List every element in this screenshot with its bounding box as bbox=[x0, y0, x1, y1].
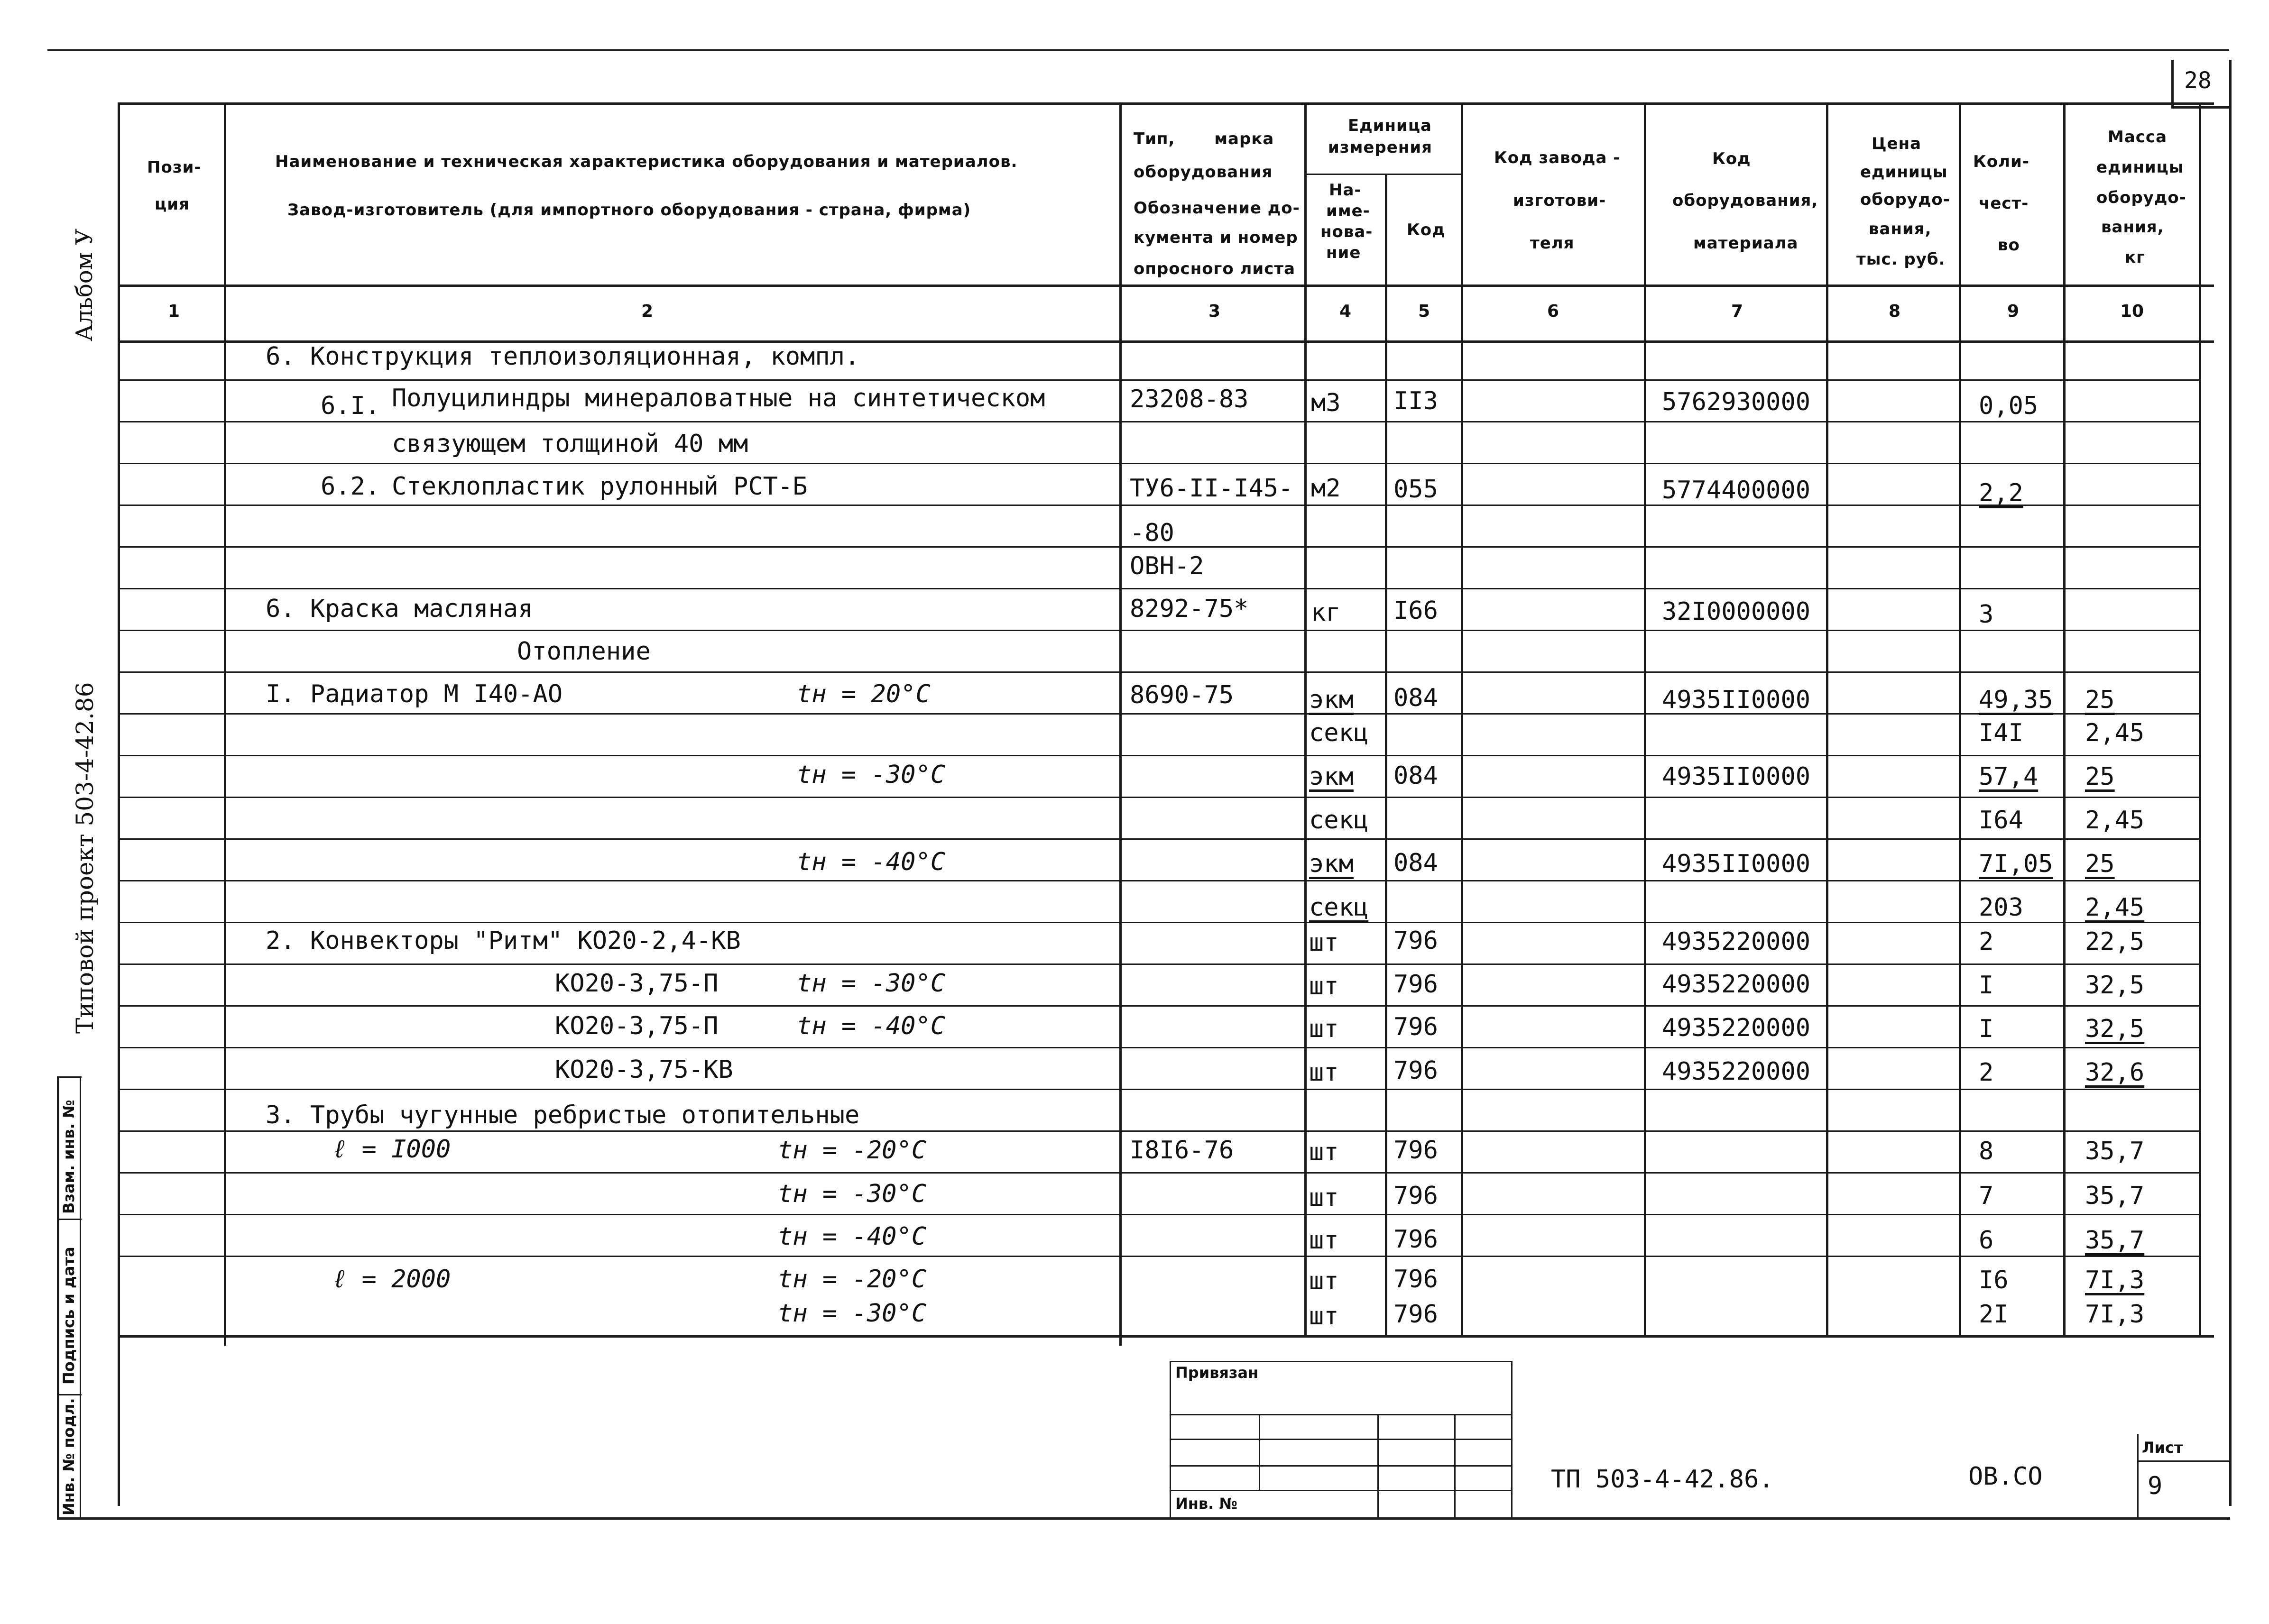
row23-unit: шт bbox=[1309, 1302, 1339, 1330]
row21-unit: шт bbox=[1309, 1226, 1339, 1255]
row8-qty: 49,35 bbox=[1979, 686, 2053, 714]
row-sep-4 bbox=[118, 505, 2199, 506]
col-line-7 bbox=[1826, 102, 1828, 1335]
stamp-grid-h1 bbox=[1170, 1414, 1512, 1415]
colnum-4: 4 bbox=[1339, 302, 1352, 321]
row1-unit: м3 bbox=[1311, 389, 1341, 417]
row15-temp: tн = -30°C bbox=[797, 969, 946, 998]
row12-unit: экм bbox=[1309, 850, 1354, 878]
stamp-grid-h4 bbox=[1170, 1490, 1512, 1491]
hdr-price-2: единицы bbox=[1860, 163, 1948, 182]
row14-qty: 2 bbox=[1979, 927, 1994, 956]
unit-split bbox=[1304, 174, 1461, 175]
row16-mass: 32,5 bbox=[2085, 1015, 2145, 1043]
hdr-type-3: Обозначение до- bbox=[1134, 199, 1300, 218]
colnum-3: 3 bbox=[1208, 302, 1221, 321]
album-label: Альбом У bbox=[71, 228, 98, 341]
table-left bbox=[118, 102, 120, 1506]
hdr-type-1: Тип, марка bbox=[1134, 129, 1274, 148]
row-sep-18 bbox=[118, 1089, 2199, 1090]
row4-type: -80 bbox=[1130, 519, 1174, 547]
col-line-8 bbox=[1959, 102, 1961, 1335]
row-sep-20 bbox=[118, 1172, 2199, 1174]
colnum-9: 9 bbox=[2007, 302, 2020, 321]
row8-temp: tн = 20°C bbox=[797, 680, 931, 708]
row12-qty: 7I,05 bbox=[1979, 850, 2053, 878]
row10-mass: 25 bbox=[2085, 762, 2115, 791]
row6-name: 6. Краска масляная bbox=[266, 595, 533, 623]
row12-ucode: 084 bbox=[1393, 849, 1438, 877]
row16-name: КО20-3,75-П bbox=[555, 1012, 719, 1040]
stamp-col-inner bbox=[80, 1076, 81, 1518]
row21-qty: 6 bbox=[1979, 1226, 1994, 1255]
row22-qty: I6 bbox=[1979, 1266, 2009, 1294]
row12-mass: 25 bbox=[2085, 850, 2115, 878]
row1-num: 6.I. bbox=[321, 392, 380, 420]
stamp-sep-3 bbox=[57, 1394, 82, 1395]
row3-qty: 2,2 bbox=[1979, 479, 2023, 507]
hdr-factory-1: Код завода - bbox=[1494, 148, 1621, 167]
row20-mass: 35,7 bbox=[2085, 1182, 2145, 1210]
row14-code: 4935220000 bbox=[1662, 927, 1811, 956]
row11-unit: секц bbox=[1309, 806, 1369, 835]
hdr-qty-3: во bbox=[1998, 236, 2020, 255]
row17-name: КО20-3,75-КВ bbox=[555, 1055, 733, 1084]
hdr-price-3: оборудо- bbox=[1860, 190, 1950, 209]
row19-type: I8I6-76 bbox=[1130, 1136, 1234, 1165]
row3-num: 6.2. bbox=[321, 472, 380, 501]
row-sep-7 bbox=[118, 630, 2199, 631]
row19-mass: 35,7 bbox=[2085, 1137, 2145, 1165]
sheet-box-sep bbox=[2137, 1460, 2230, 1462]
row22-unit: шт bbox=[1309, 1267, 1339, 1295]
row21-ucode: 796 bbox=[1393, 1225, 1438, 1254]
header-bottom bbox=[118, 284, 2214, 287]
colnum-2: 2 bbox=[641, 302, 654, 321]
row17-code: 4935220000 bbox=[1662, 1057, 1811, 1086]
row-sep-1 bbox=[118, 379, 2199, 381]
row8-ucode: 084 bbox=[1393, 684, 1438, 712]
frame-right bbox=[2229, 60, 2232, 1506]
hdr-mass-4: вания, bbox=[2101, 218, 2164, 237]
row5-type: ОВН-2 bbox=[1130, 552, 1204, 580]
top-rule bbox=[47, 49, 2229, 51]
row9-unit: секц bbox=[1309, 719, 1369, 747]
row-sep-6 bbox=[118, 588, 2199, 589]
hdr-mass-3: оборудо- bbox=[2096, 188, 2186, 207]
row8-mass: 25 bbox=[2085, 686, 2115, 714]
hdr-type-5: опросного листа bbox=[1134, 259, 1296, 278]
hdr-qty-1: Коли- bbox=[1973, 152, 2029, 171]
row6-ucode: I66 bbox=[1393, 596, 1438, 625]
row20-unit: шт bbox=[1309, 1184, 1339, 1212]
row9-mass: 2,45 bbox=[2085, 719, 2145, 747]
row20-temp: tн = -30°C bbox=[778, 1180, 927, 1208]
stamp-grid-v1 bbox=[1259, 1414, 1260, 1490]
row16-ucode: 796 bbox=[1393, 1013, 1438, 1041]
row17-unit: шт bbox=[1309, 1058, 1339, 1087]
row8-code: 4935II0000 bbox=[1662, 686, 1811, 714]
row-sep-23 bbox=[118, 1335, 2214, 1338]
stamp-grid-h3 bbox=[1170, 1465, 1512, 1467]
hdr-type-4: кумента и номер bbox=[1134, 228, 1298, 247]
hdr-unit-1: Единица bbox=[1348, 116, 1432, 135]
hdr-price-4: вания, bbox=[1869, 220, 1932, 239]
row3-unit: м2 bbox=[1311, 474, 1341, 503]
row22-length: ℓ = 2000 bbox=[332, 1265, 451, 1294]
col-line-5 bbox=[1461, 102, 1463, 1335]
hdr-code-3: материала bbox=[1693, 234, 1799, 253]
row-sep-15 bbox=[118, 963, 2199, 965]
hdr-mass-5: кг bbox=[2125, 248, 2145, 267]
row3-type: ТУ6-II-I45- bbox=[1130, 474, 1293, 503]
col-line-3 bbox=[1304, 102, 1307, 1335]
row18-name: 3. Трубы чугунные ребристые отопительные bbox=[266, 1101, 860, 1129]
hdr-unitname-1: На- bbox=[1329, 181, 1362, 200]
stamp-grid-h2 bbox=[1170, 1439, 1512, 1440]
row19-ucode: 796 bbox=[1393, 1136, 1438, 1165]
row14-name: 2. Конвекторы "Ритм" КО20-2,4-КВ bbox=[266, 927, 741, 955]
row-sep-17 bbox=[118, 1047, 2199, 1048]
row11-qty: I64 bbox=[1979, 806, 2023, 835]
hdr-unitname-4: ние bbox=[1326, 243, 1361, 262]
stamp-grid-v3 bbox=[1454, 1414, 1456, 1518]
hdr-qty-2: чест- bbox=[1979, 194, 2029, 213]
row15-mass: 32,5 bbox=[2085, 971, 2145, 1000]
hdr-unitcode: Код bbox=[1407, 220, 1446, 239]
row23-ucode: 796 bbox=[1393, 1300, 1438, 1329]
row0-name: 6. Конструкция теплоизоляционная, компл. bbox=[266, 342, 860, 371]
row22-ucode: 796 bbox=[1393, 1265, 1438, 1294]
row13-mass: 2,45 bbox=[2085, 893, 2145, 922]
row16-unit: шт bbox=[1309, 1015, 1339, 1043]
row23-mass: 7I,3 bbox=[2085, 1300, 2145, 1329]
hdr-pos-2: ция bbox=[155, 195, 190, 214]
row-sep-8 bbox=[118, 671, 2199, 673]
row14-unit: шт bbox=[1309, 928, 1339, 957]
col-line-6 bbox=[1644, 102, 1646, 1335]
colnum-6: 6 bbox=[1547, 302, 1559, 321]
row12-code: 4935II0000 bbox=[1662, 850, 1811, 878]
col-line-9 bbox=[2063, 102, 2066, 1335]
row-sep-12 bbox=[118, 838, 2199, 840]
row13-unit: секц bbox=[1309, 893, 1369, 922]
row-sep-2 bbox=[118, 421, 2199, 422]
stamp-grid-v2 bbox=[1377, 1414, 1379, 1518]
stamp-inv-podl: Инв. № подл. bbox=[60, 1398, 78, 1515]
row15-unit: шт bbox=[1309, 972, 1339, 1000]
row11-mass: 2,45 bbox=[2085, 806, 2145, 835]
row10-qty: 57,4 bbox=[1979, 762, 2038, 791]
stamp-col-left bbox=[57, 1076, 59, 1518]
project-label: Типовой проект 503-4-42.86 bbox=[71, 682, 99, 1034]
row16-code: 4935220000 bbox=[1662, 1014, 1811, 1042]
row3-ucode: 055 bbox=[1393, 475, 1438, 504]
row19-unit: шт bbox=[1309, 1138, 1339, 1166]
table-bottom bbox=[57, 1517, 2230, 1520]
row22-mass: 7I,3 bbox=[2085, 1266, 2145, 1294]
colnum-10: 10 bbox=[2120, 302, 2144, 321]
row10-code: 4935II0000 bbox=[1662, 762, 1811, 791]
hdr-code-2: оборудования, bbox=[1672, 191, 1818, 210]
row1-name: Полуцилиндры минераловатные на синтетическом bbox=[392, 384, 1045, 413]
row10-temp: tн = -30°C bbox=[797, 761, 946, 789]
doc-designation: ТП 503-4-42.86. bbox=[1551, 1465, 1774, 1494]
stamp-podpis: Подпись и дата bbox=[60, 1247, 78, 1385]
row13-qty: 203 bbox=[1979, 893, 2023, 922]
row14-mass: 22,5 bbox=[2085, 927, 2145, 956]
row20-qty: 7 bbox=[1979, 1182, 1994, 1210]
hdr-factory-3: теля bbox=[1530, 234, 1575, 253]
row16-qty: I bbox=[1979, 1015, 1994, 1043]
row19-temp: tн = -20°C bbox=[778, 1136, 927, 1165]
row-sep-3 bbox=[118, 463, 2199, 464]
hdr-code-1: Код bbox=[1712, 149, 1751, 168]
colnum-5: 5 bbox=[1418, 302, 1430, 321]
table-top bbox=[118, 102, 2214, 105]
hdr-factory-2: изготови- bbox=[1513, 191, 1606, 210]
row1-ucode: II3 bbox=[1393, 387, 1438, 415]
row16-temp: tн = -40°C bbox=[797, 1012, 946, 1040]
row7-section: Отопление bbox=[517, 637, 651, 666]
col-line-2 bbox=[1119, 102, 1122, 1346]
stamp-vzam: Взам. инв. № bbox=[60, 1100, 78, 1214]
hdr-mass-2: единицы bbox=[2096, 158, 2184, 177]
page-number-box-left bbox=[2171, 60, 2174, 107]
hdr-name-1: Наименование и техническая характеристика оборудования и материалов. bbox=[275, 152, 1018, 171]
row-sep-9 bbox=[118, 713, 2199, 715]
row15-qty: I bbox=[1979, 971, 1994, 1000]
row19-qty: 8 bbox=[1979, 1137, 1994, 1165]
row23-temp: tн = -30°C bbox=[778, 1299, 927, 1328]
row17-ucode: 796 bbox=[1393, 1056, 1438, 1085]
row9-qty: I4I bbox=[1979, 719, 2023, 747]
hdr-pos-1: Пози- bbox=[147, 158, 202, 177]
row3-name: Стеклопластик рулонный РСТ-Б bbox=[392, 472, 808, 501]
hdr-unitname-3: нова- bbox=[1320, 222, 1373, 241]
col-line-10 bbox=[2199, 102, 2201, 1335]
stamp-sep-2 bbox=[57, 1219, 82, 1220]
colnum-8: 8 bbox=[1889, 302, 1901, 321]
sheet-number: 9 bbox=[2148, 1472, 2163, 1500]
row21-mass: 35,7 bbox=[2085, 1226, 2145, 1255]
stamp-privyazan: Привязан bbox=[1175, 1364, 1259, 1382]
colnum-7: 7 bbox=[1731, 302, 1743, 321]
sheet-box-left bbox=[2137, 1434, 2139, 1517]
row-sep-22 bbox=[118, 1256, 2199, 1257]
row-sep-21 bbox=[118, 1214, 2199, 1215]
row8-unit: экм bbox=[1309, 686, 1354, 714]
row-sep-16 bbox=[118, 1005, 2199, 1007]
page-number: 28 bbox=[2184, 67, 2212, 94]
row2-name: связующем толщиной 40 мм bbox=[392, 430, 748, 458]
hdr-price-5: тыс. руб. bbox=[1856, 250, 1946, 269]
row-sep-19 bbox=[118, 1130, 2199, 1132]
row-sep-14 bbox=[118, 922, 2199, 923]
hdr-type-2: оборудования bbox=[1134, 163, 1273, 182]
stamp-sep-1 bbox=[57, 1076, 82, 1078]
row17-qty: 2 bbox=[1979, 1058, 1994, 1087]
row6-type: 8292-75* bbox=[1130, 595, 1249, 623]
row21-temp: tн = -40°C bbox=[778, 1222, 927, 1251]
row-sep-13 bbox=[118, 880, 2199, 881]
hdr-mass-1: Масса bbox=[2108, 128, 2168, 147]
stamp-box-top bbox=[1170, 1361, 1512, 1362]
row12-temp: tн = -40°C bbox=[797, 848, 946, 876]
row10-ucode: 084 bbox=[1393, 762, 1438, 790]
sheet-label: Лист bbox=[2142, 1439, 2183, 1457]
row1-code: 5762930000 bbox=[1662, 388, 1811, 416]
row-sep-10 bbox=[118, 755, 2199, 756]
stamp-inv-no: Инв. № bbox=[1175, 1495, 1237, 1513]
row6-qty: 3 bbox=[1979, 600, 1994, 629]
col-line-1 bbox=[224, 102, 226, 1346]
hdr-price-1: Цена bbox=[1872, 134, 1922, 153]
row10-unit: экм bbox=[1309, 762, 1354, 791]
row20-ucode: 796 bbox=[1393, 1182, 1438, 1210]
row8-type: 8690-75 bbox=[1130, 681, 1234, 709]
colnum-1: 1 bbox=[168, 302, 180, 321]
row1-qty: 0,05 bbox=[1979, 392, 2038, 420]
row1-type: 23208-83 bbox=[1130, 385, 1249, 413]
row17-mass: 32,6 bbox=[2085, 1058, 2145, 1087]
row15-name: КО20-3,75-П bbox=[555, 969, 719, 998]
row6-unit: кг bbox=[1311, 598, 1341, 627]
doc-code: ОВ.СО bbox=[1968, 1462, 2043, 1491]
row22-temp: tн = -20°C bbox=[778, 1265, 927, 1294]
row3-code: 5774400000 bbox=[1662, 476, 1811, 505]
hdr-unitname-2: име- bbox=[1326, 202, 1370, 220]
row8-name: I. Радиатор М I40-АО bbox=[266, 680, 563, 708]
row-sep-11 bbox=[118, 797, 2199, 798]
col-line-4 bbox=[1385, 174, 1387, 1335]
row23-qty: 2I bbox=[1979, 1300, 2009, 1329]
row19-length: ℓ = I000 bbox=[332, 1135, 451, 1164]
row14-ucode: 796 bbox=[1393, 927, 1438, 955]
row6-code: 32I0000000 bbox=[1662, 597, 1811, 626]
row15-code: 4935220000 bbox=[1662, 970, 1811, 999]
hdr-unit-2: измерения bbox=[1328, 138, 1432, 157]
row15-ucode: 796 bbox=[1393, 970, 1438, 999]
hdr-name-2: Завод-изготовитель (для импортного оборудования - страна, фирма) bbox=[287, 201, 971, 220]
